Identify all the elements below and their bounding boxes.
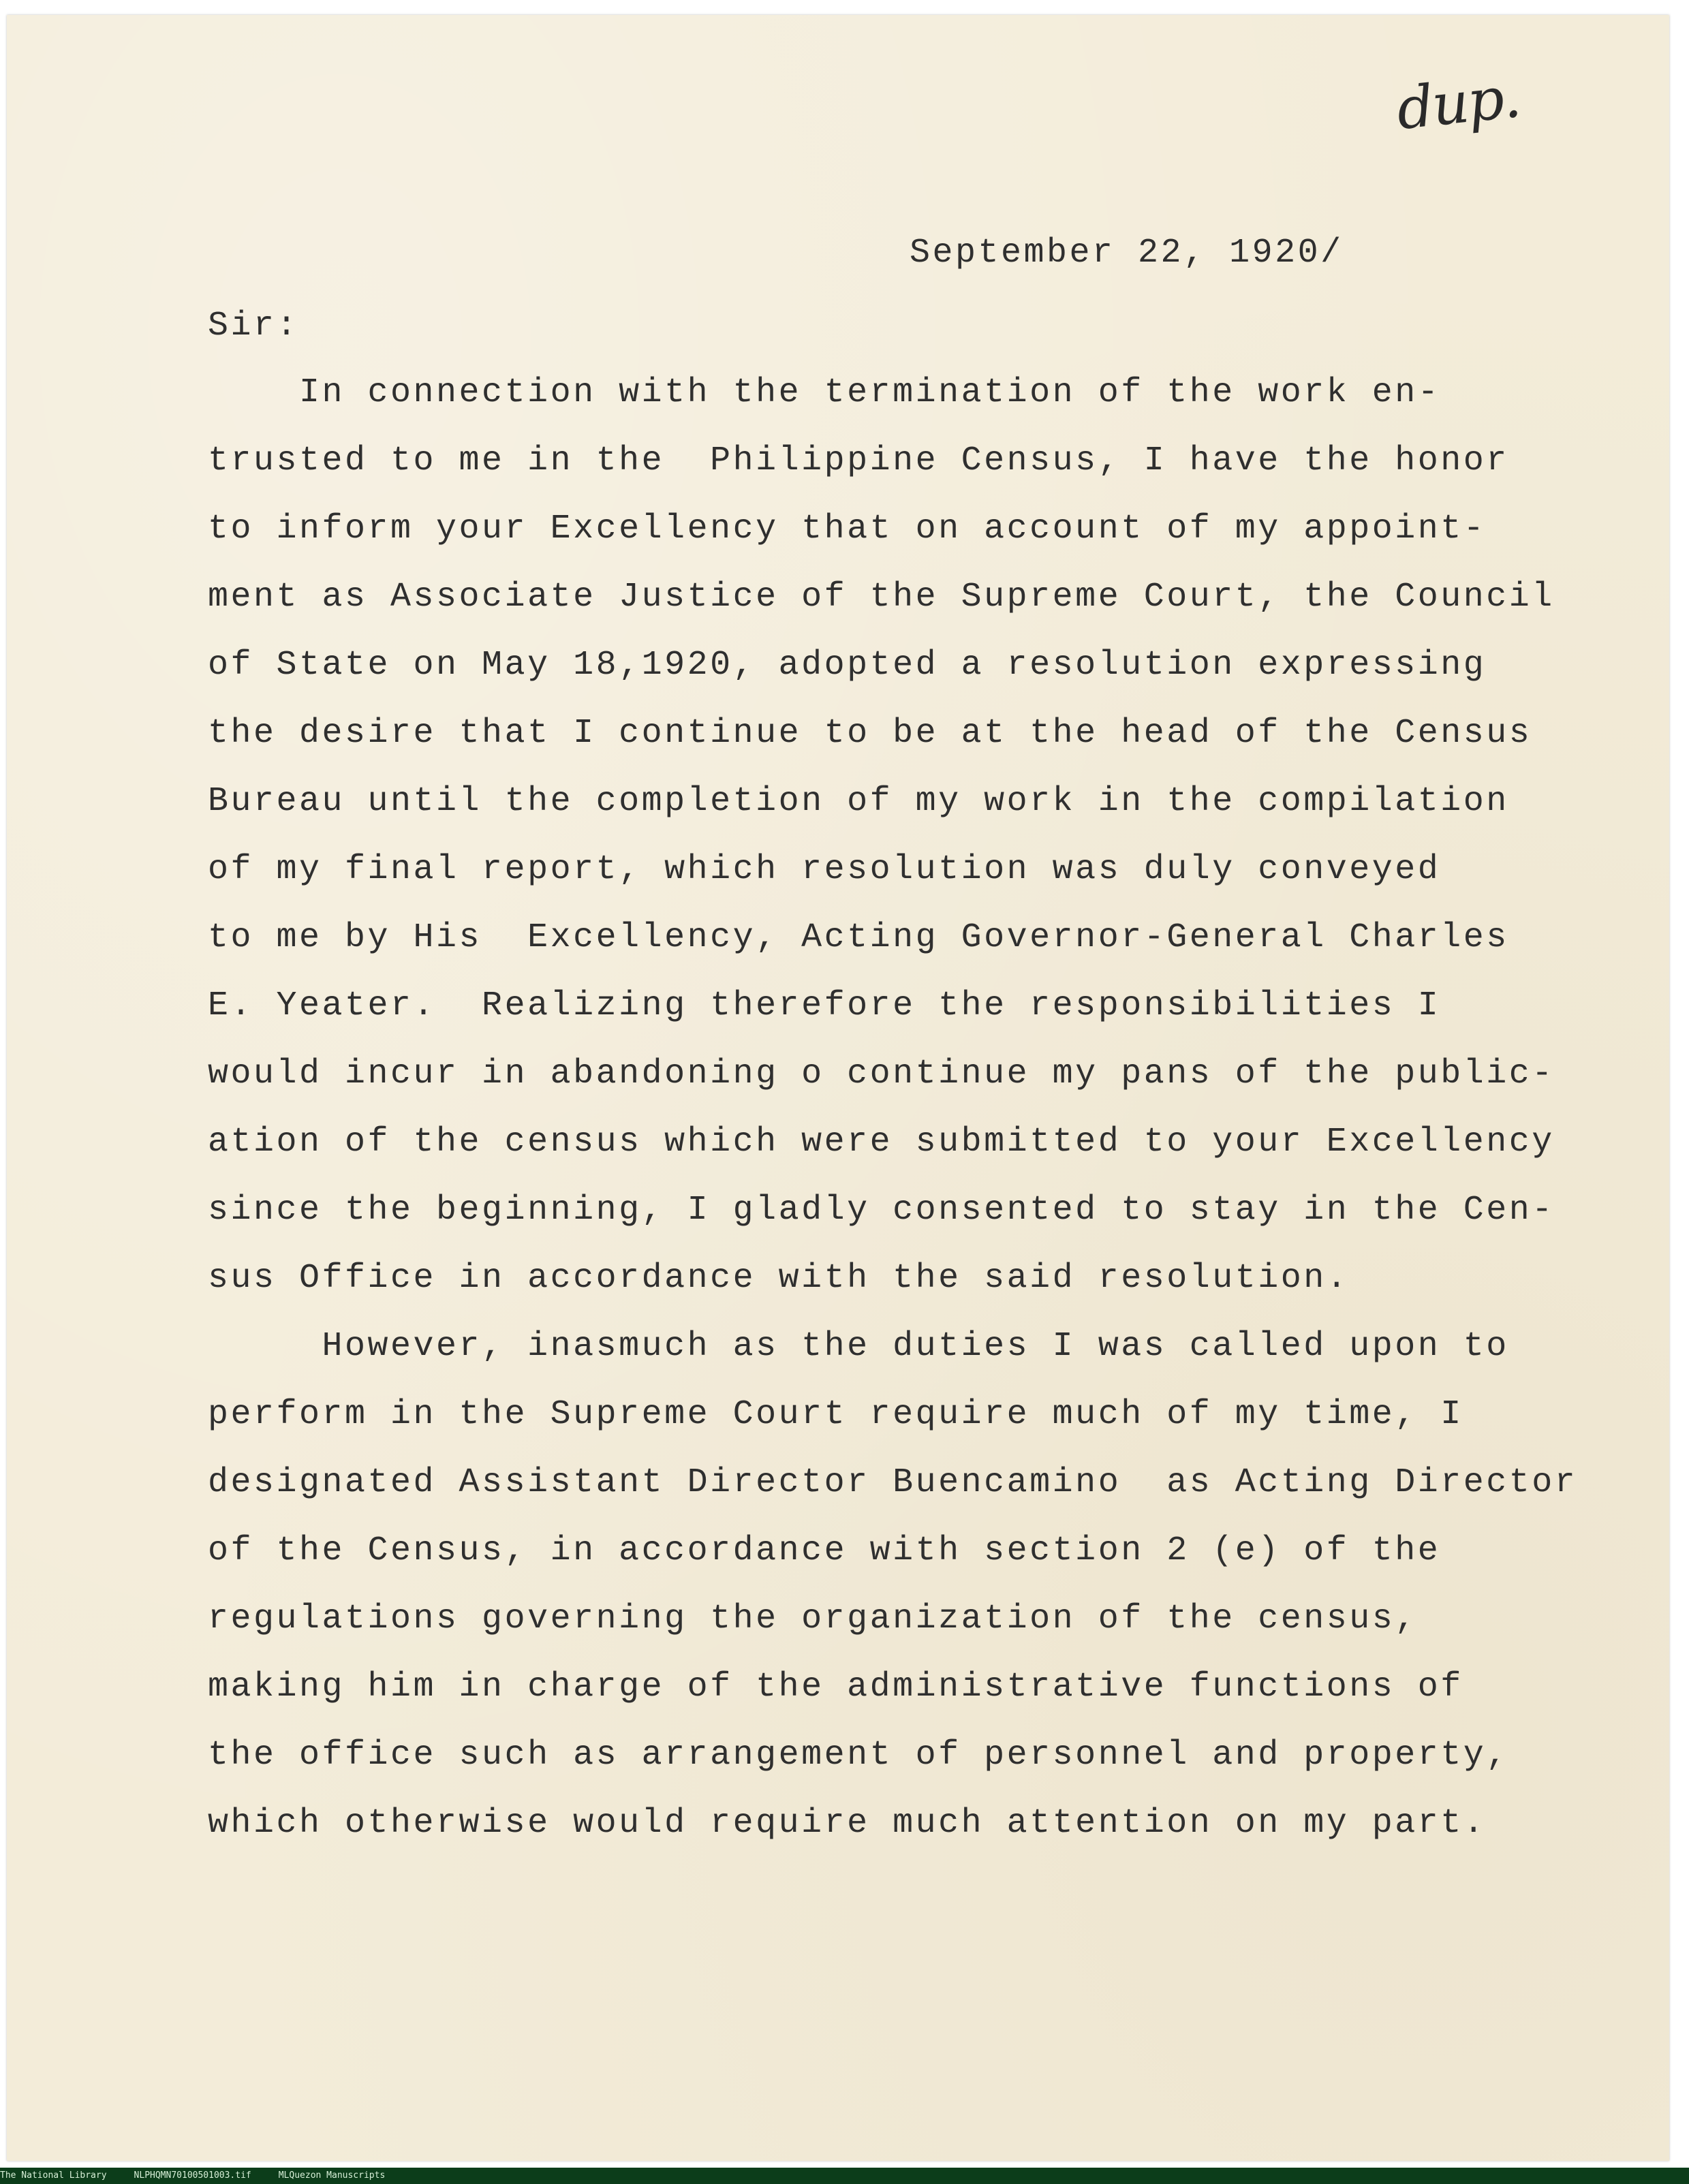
footer-collection: MLQuezon Manuscripts (278, 2170, 386, 2181)
letter-date: September 22, 1920/ (910, 234, 1344, 272)
body-line: since the beginning, I gladly consented to stay in the Cen- (208, 1191, 1555, 1230)
body-line: E. Yeater. Realizing therefore the responsibilities I (208, 986, 1441, 1025)
body-line: of my final report, which resolution was duly conveyed (208, 850, 1441, 889)
footer-library: The National Library (0, 2170, 107, 2181)
scan-footer-bar (0, 2168, 1689, 2184)
document-page (7, 15, 1669, 2161)
body-line: the desire that I continue to be at the head of the Census (208, 714, 1532, 753)
body-line: would incur in abandoning o continue my pans of the public- (208, 1055, 1555, 1093)
body-line: However, inasmuch as the duties I was called upon to (208, 1327, 1509, 1366)
body-line: trusted to me in the Philippine Census, I have the honor (208, 441, 1509, 480)
body-line: In connection with the termination of the work en- (208, 373, 1441, 412)
body-line: Bureau until the completion of my work in the compilation (208, 782, 1509, 821)
body-line: ation of the census which were submitted to your Excellency (208, 1123, 1555, 1161)
body-line: of State on May 18,1920, adopted a resolution expressing (208, 646, 1487, 685)
body-line: perform in the Supreme Court require much of my time, I (208, 1395, 1463, 1434)
body-line: of the Census, in accordance with section 2 (e) of the (208, 1531, 1441, 1570)
body-line: which otherwise would require much attention on my part. (208, 1804, 1487, 1843)
body-line: sus Office in accordance with the said resolution. (208, 1259, 1350, 1298)
body-line: making him in charge of the administrative functions of (208, 1668, 1463, 1706)
body-line: ment as Associate Justice of the Supreme Court, the Council (208, 578, 1555, 617)
handwritten-annotation: dup. (1393, 63, 1523, 143)
body-line: designated Assistant Director Buencamino as Acting Director (208, 1463, 1578, 1502)
salutation: Sir: (208, 307, 300, 345)
letter-body (208, 373, 1578, 1875)
body-line: to inform your Excellency that on account of my appoint- (208, 510, 1487, 548)
body-line: regulations governing the organization of the census, (208, 1600, 1418, 1638)
footer-file: NLPHQMN70100501003.tif (134, 2170, 251, 2181)
body-line: the office such as arrangement of personnel and property, (208, 1736, 1509, 1775)
body-line: to me by His Excellency, Acting Governor-General Charles (208, 918, 1509, 957)
